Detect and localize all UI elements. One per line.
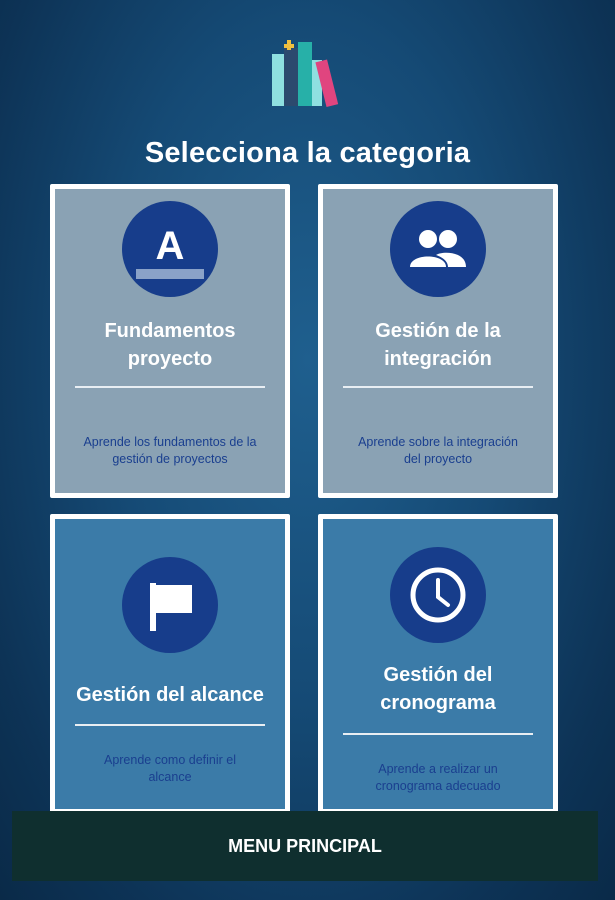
divider (75, 724, 265, 726)
books-icon (270, 40, 346, 110)
category-description: Aprende como definir el alcance (103, 753, 237, 784)
page-title: Selecciona la categoria (144, 137, 471, 169)
divider (343, 733, 533, 735)
category-title: Fundamentos proyecto (104, 320, 236, 370)
people-icon (390, 201, 486, 297)
menu-principal-button[interactable]: MENU PRINCIPAL (12, 811, 598, 881)
clock-icon (390, 547, 486, 643)
category-card-integracion[interactable] (318, 184, 558, 498)
divider (343, 386, 533, 388)
letter-a-icon (122, 201, 218, 297)
flag-icon (122, 557, 218, 653)
category-card-cronograma[interactable] (318, 514, 558, 814)
category-title: Gestión de la integración (375, 320, 501, 370)
category-description: Aprende a realizar un cronograma adecuado (375, 762, 501, 793)
divider (75, 386, 265, 388)
category-card-fundamentos[interactable] (50, 184, 290, 498)
category-title: Gestión del alcance (76, 684, 264, 706)
svg-text:A: A (155, 224, 185, 268)
category-description: Aprende sobre la integración del proyecto (358, 435, 518, 466)
category-card-alcance[interactable] (50, 514, 290, 814)
category-description: Aprende los fundamentos de la gestión de proyectos (83, 435, 257, 466)
category-title: Gestión del cronograma (380, 664, 496, 714)
